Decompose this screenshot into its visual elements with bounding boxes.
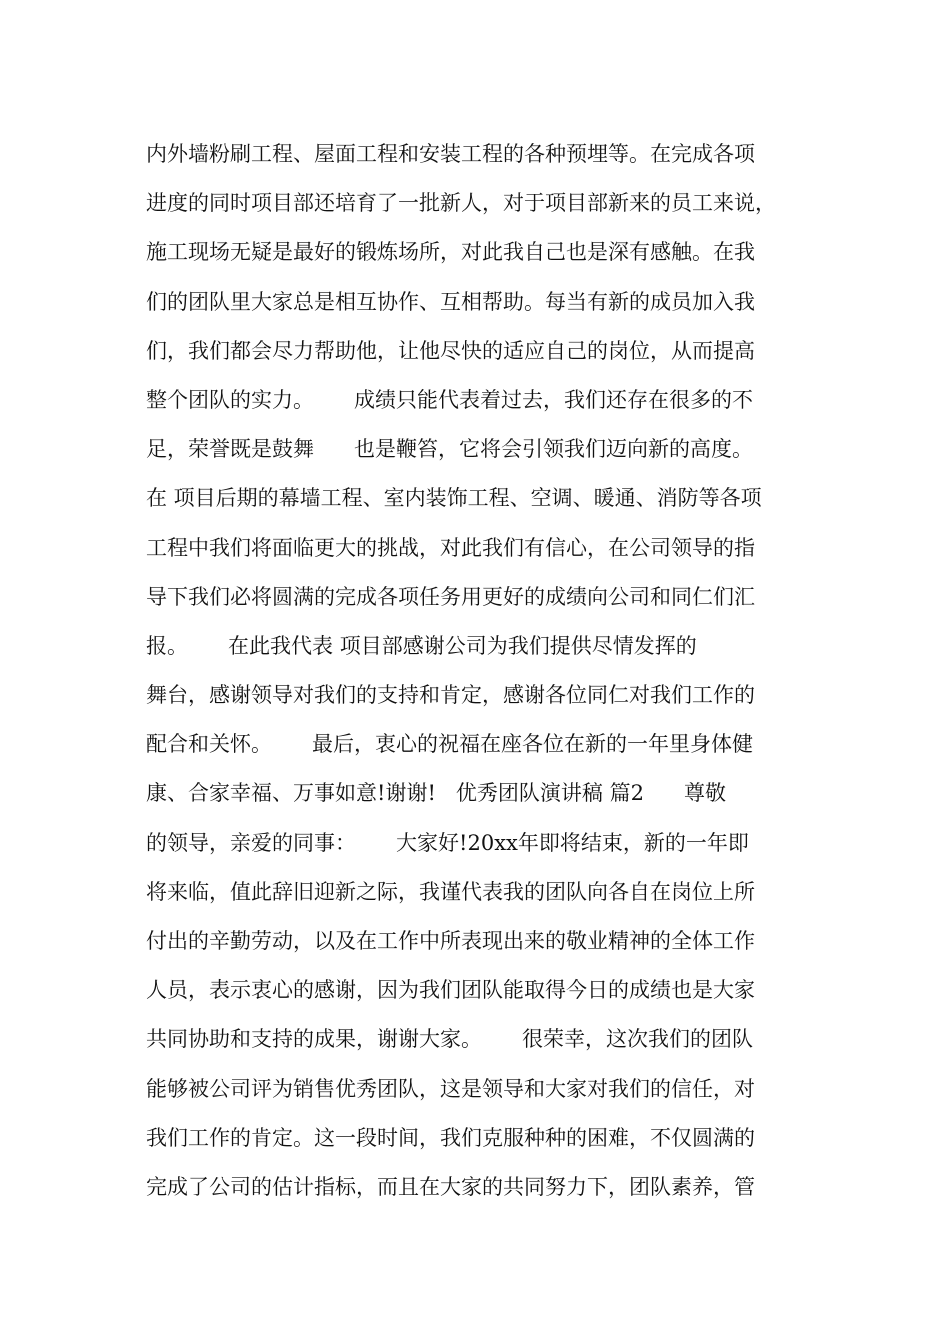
text-line: 整个团队的实力。 成绩只能代表着过去，我们还存在很多的不 (146, 387, 754, 412)
text-line: 配合和关怀。 最后，衷心的祝福在座各位在新的一年里身体健 (146, 732, 754, 757)
text-line: 们的团队里大家总是相互协作、互相帮助。每当有新的成员加入我 (146, 289, 755, 314)
text-line: 共同协助和支持的成果，谢谢大家。 很荣幸，这次我们的团队 (146, 1027, 754, 1052)
text-line: 报。 在此我代表 项目部感谢公司为我们提供尽情发挥的 (146, 633, 697, 658)
text-line: 施工现场无疑是最好的锻炼场所，对此我自己也是深有感触。在我 (146, 240, 755, 265)
text-line: 的领导，亲爱的同事： 大家好!20xx年即将结束，新的一年即 (146, 830, 749, 855)
text-line: 我们工作的肯定。这一段时间，我们克服种种的困难，不仅圆满的 (146, 1125, 755, 1150)
text-line: 康、合家幸福、万事如意!谢谢! 优秀团队演讲稿 篇2 尊敬 (146, 781, 726, 806)
text-line: 工程中我们将面临更大的挑战，对此我们有信心，在公司领导的指 (146, 535, 755, 560)
text-line: 完成了公司的估计指标，而且在大家的共同努力下，团队素养，管 (146, 1174, 755, 1199)
text-line: 人员，表示衷心的感谢，因为我们团队能取得今日的成绩也是大家 (146, 978, 755, 1003)
text-line: 导下我们必将圆满的完成各项任务用更好的成绩向公司和同仁们汇 (146, 584, 755, 609)
text-line: 付出的辛勤劳动，以及在工作中所表现出来的敬业精神的全体工作 (146, 929, 755, 953)
text-line: 将来临，值此辞旧迎新之际，我谨代表我的团队向各自在岗位上所 (146, 879, 755, 904)
text-line: 足，荣誉既是鼓舞 也是鞭笞，它将会引领我们迈向新的高度。 (146, 437, 754, 462)
text-line: 在 项目后期的幕墙工程、室内装饰工程、空调、暖通、消防等各项 (146, 486, 762, 511)
text-line: 们，我们都会尽力帮助他，让他尽快的适应自己的岗位，从而提高 (146, 338, 755, 363)
text-line: 内外墙粉刷工程、屋面工程和安装工程的各种预埋等。在完成各项 (146, 142, 755, 166)
body-text (146, 130, 826, 1212)
text-line: 能够被公司评为销售优秀团队，这是领导和大家对我们的信任，对 (146, 1076, 755, 1101)
text-line: 舞台，感谢领导对我们的支持和肯定，感谢各位同仁对我们工作的 (146, 683, 755, 708)
text-line: 进度的同时项目部还培育了一批新人，对于项目部新来的员工来说， (146, 191, 776, 216)
